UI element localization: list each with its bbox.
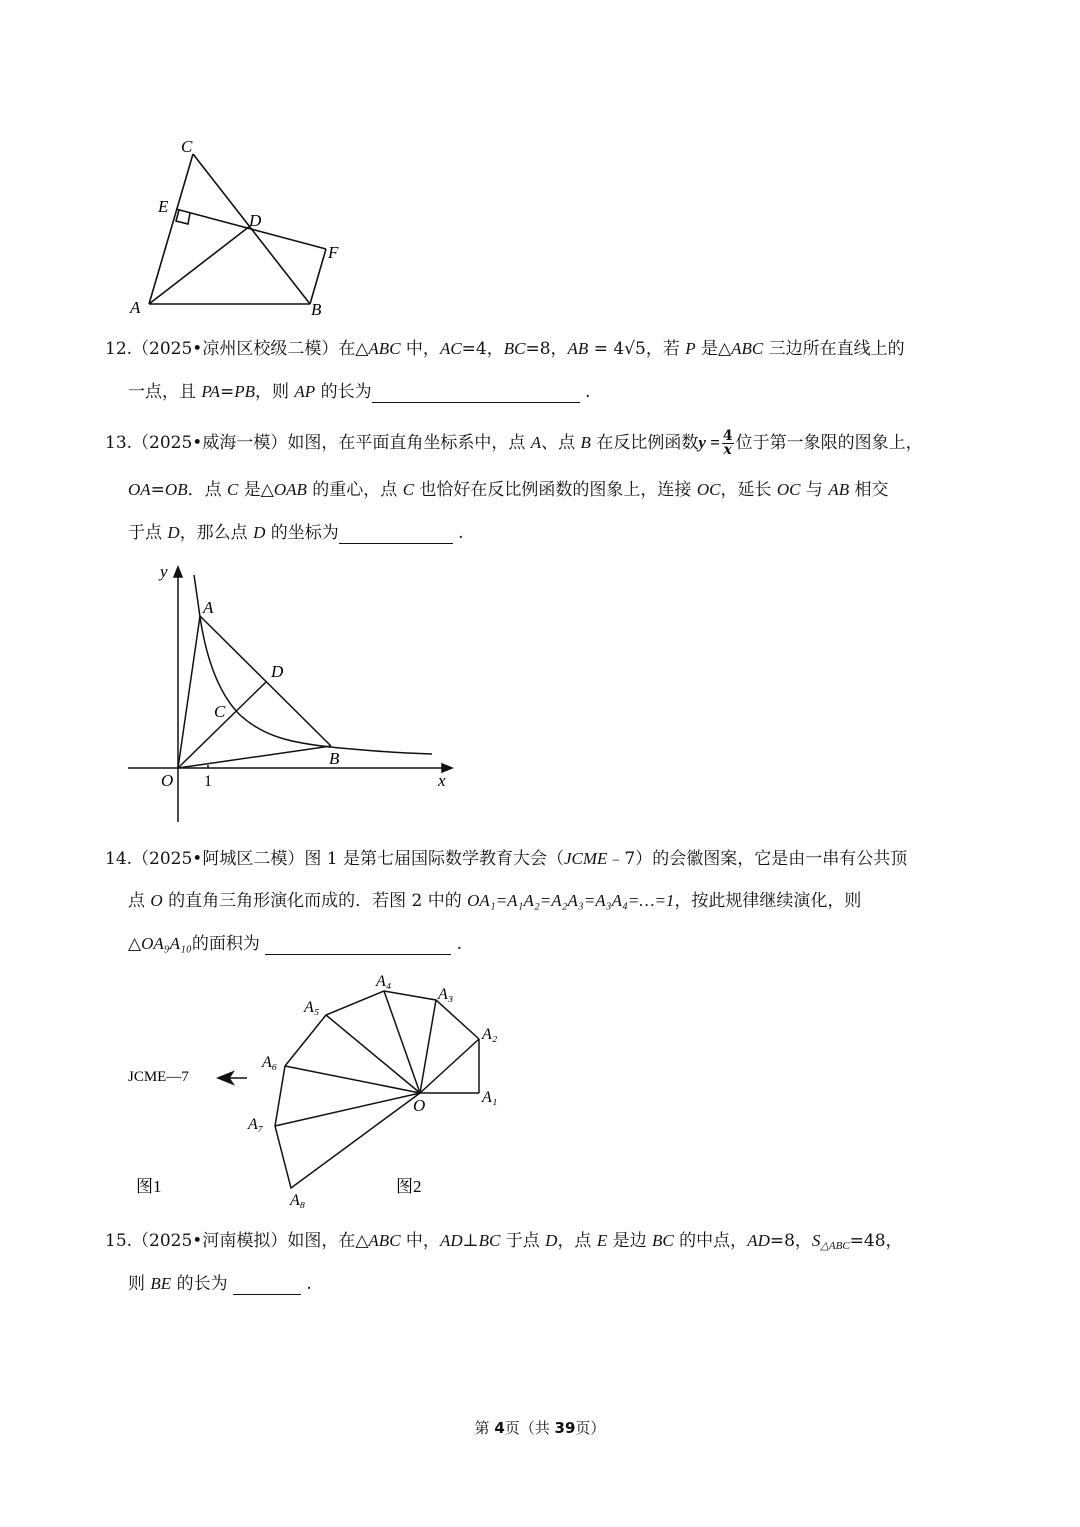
q14-line2 <box>128 890 861 912</box>
q15-math: ABC <box>368 1231 401 1250</box>
label-a4: A₄ <box>376 973 392 990</box>
q15-answer-blank[interactable] <box>233 1278 301 1295</box>
q13-math: OA <box>128 480 151 499</box>
label-d: D <box>271 662 284 681</box>
q14-text: 的面积为 <box>191 934 260 954</box>
fig2-caption: 图2 <box>396 1177 422 1196</box>
q14-math: OA₁=A₁A₂=A₂A₃=A₃A₄=…=1 <box>467 891 675 910</box>
q13-text: 的坐标为 <box>265 523 339 543</box>
q12-math: P <box>685 339 696 358</box>
q12-answer-blank[interactable] <box>372 386 580 403</box>
q13-math: B <box>580 433 591 452</box>
q15-text: =8， <box>769 1231 812 1251</box>
q14-text: ，按此规律继续演化，则 <box>674 891 862 911</box>
fraction-numerator: 4 <box>722 428 733 444</box>
q12-math: AP <box>294 382 316 401</box>
q13-math: AB <box>828 480 850 499</box>
q15-source: （2025•河南模拟） <box>132 1231 288 1251</box>
q14-answer-blank[interactable] <box>265 938 451 955</box>
q15-text: 的中点， <box>673 1231 748 1251</box>
q13-math: OC <box>776 480 801 499</box>
q15-text: =48， <box>849 1231 903 1251</box>
page-footer <box>0 1417 1080 1438</box>
label-a5: A₅ <box>304 999 320 1016</box>
q14-math: O <box>150 891 163 910</box>
q15-text: 是边 <box>607 1231 653 1251</box>
q14-math: OA₉A₁₀ <box>141 934 192 953</box>
q13-text: 也恰好在反比例函数的图象上，连接 <box>414 480 697 500</box>
q15-math: D <box>545 1231 558 1250</box>
q14-source: （2025•阿城区二模） <box>132 849 305 869</box>
q13-text: = <box>150 480 165 500</box>
q15-text: 的长为 <box>171 1274 228 1294</box>
q12-math: PA <box>201 382 220 401</box>
q15-text: 于点 <box>500 1231 546 1251</box>
q12-math: BC <box>503 339 526 358</box>
axis-y-label: y <box>160 562 168 581</box>
q12-text: 的长为 <box>315 382 372 402</box>
q13-line2 <box>128 479 889 501</box>
q15-math: BE <box>150 1274 172 1293</box>
label-a7: A₇ <box>248 1116 264 1133</box>
q13-text: ，延长 <box>720 480 777 500</box>
q13-line3 <box>128 522 464 544</box>
label-c: C <box>214 702 226 721</box>
footer-text: 第 <box>474 1419 495 1437</box>
q13-text: 在反比例函数 <box>590 433 699 453</box>
q15-math-subscript: △ABC <box>820 1240 850 1252</box>
q15-text: . <box>301 1274 312 1294</box>
tick-label-1: 1 <box>204 773 212 790</box>
q13-text: 如图，在平面直角坐标系中，点 <box>287 433 531 453</box>
footer-text: 页） <box>575 1419 606 1437</box>
q14-text: . <box>451 934 463 954</box>
total-pages: 39 <box>554 1419 576 1437</box>
label-a: A <box>203 598 214 617</box>
label-a3: A₃ <box>438 986 454 1003</box>
q12-math: AB <box>567 339 589 358</box>
q12-math: ABC <box>731 339 764 358</box>
label-f: F <box>328 243 339 262</box>
q15-line2 <box>128 1273 312 1295</box>
q12-text: 中， <box>400 339 440 359</box>
q13-text: ，那么点 <box>179 523 254 543</box>
q12-text: = <box>219 382 235 402</box>
q12-text: 在△ <box>338 339 369 359</box>
q12-math: ABC <box>368 339 401 358</box>
q14-text: 的直角三角形演化而成的．若图 2 中的 <box>162 891 468 911</box>
q14-text: △ <box>128 934 142 954</box>
q13-source: （2025•威海一模） <box>132 433 288 453</box>
q12-text: 一点，且 <box>128 382 202 402</box>
q12-number: 12. <box>105 339 133 359</box>
figure-q14-spiral <box>120 965 520 1215</box>
q14-text: 图 1 是第七届国际数学教育大会（ <box>304 849 564 869</box>
origin-label: O <box>161 771 174 790</box>
q14-text: 点 <box>128 891 151 911</box>
q13-text: 的重心，点 <box>306 480 403 500</box>
origin-label: O <box>413 1096 426 1115</box>
q13-math: y = <box>698 433 720 452</box>
q13-text: 与 <box>800 480 829 500</box>
q14-number: 14. <box>105 849 133 869</box>
q13-answer-blank[interactable] <box>339 527 453 544</box>
q13-text: . <box>452 523 464 543</box>
fig1-jcme-text: JCME—7 <box>128 1069 189 1085</box>
label-a1: A₁ <box>482 1089 498 1106</box>
q15-math: AD <box>747 1231 770 1250</box>
q15-math: BC <box>478 1231 501 1250</box>
label-e: E <box>158 197 169 216</box>
label-b: B <box>329 749 340 768</box>
q12-text: 三边所在直线上的 <box>763 339 905 359</box>
q13-fraction <box>722 430 734 457</box>
q12-text: =4， <box>461 339 504 359</box>
figure-q11-triangle <box>120 130 360 320</box>
current-page: 4 <box>494 1419 505 1437</box>
q13-number: 13. <box>105 433 133 453</box>
q15-math: S <box>811 1231 821 1250</box>
q12-line1 <box>105 338 905 360</box>
q13-line1 <box>105 430 923 457</box>
q15-number: 15. <box>105 1231 133 1251</box>
label-d: D <box>249 211 262 230</box>
q14-math: JCME <box>563 849 608 868</box>
q12-text: ，则 <box>255 382 295 402</box>
q15-text: 如图，在△ <box>287 1231 369 1251</box>
label-b: B <box>311 300 322 319</box>
footer-text: 页（共 <box>504 1419 555 1437</box>
label-c: C <box>181 137 193 156</box>
label-a2: A₂ <box>482 1026 498 1043</box>
q12-source: （2025•凉州区校级二模） <box>132 339 339 359</box>
q12-math: PB <box>234 382 256 401</box>
q13-text: 于点 <box>128 523 168 543</box>
q14-line1 <box>105 848 907 870</box>
axis-x-label: x <box>438 771 446 790</box>
q13-math: C <box>402 480 415 499</box>
label-a8: A₈ <box>290 1192 306 1209</box>
q13-text: 、点 <box>541 433 581 453</box>
q13-math: OB <box>164 480 188 499</box>
q13-math: D <box>253 523 266 542</box>
q13-text: ．点 <box>187 480 227 500</box>
fraction-denominator: x <box>723 442 732 458</box>
q14-line3 <box>128 933 462 955</box>
q15-math: AD <box>439 1231 463 1250</box>
q15-line1 <box>105 1230 903 1257</box>
q13-text: 相交 <box>849 480 889 500</box>
label-a6: A₆ <box>262 1054 278 1071</box>
q13-math: A <box>530 433 542 452</box>
q13-math: C <box>227 480 239 499</box>
q14-text: ﹣7）的会徽图案，它是由一串有公共顶 <box>607 849 908 869</box>
q12-text: = 4√5，若 <box>588 339 686 359</box>
q12-line2 <box>128 381 590 403</box>
figure-q13-coordinate-plane <box>120 555 460 825</box>
q13-math: D <box>167 523 180 542</box>
q13-math: OC <box>696 480 721 499</box>
q13-text: 是△ <box>238 480 274 500</box>
q15-text: 则 <box>128 1274 151 1294</box>
q15-text: 中， <box>400 1231 440 1251</box>
q15-text: ⊥ <box>462 1231 479 1251</box>
q12-text: . <box>579 382 591 402</box>
label-a: A <box>130 298 141 317</box>
q12-text: =8， <box>525 339 568 359</box>
q15-math: BC <box>652 1231 674 1250</box>
q12-math: AC <box>439 339 462 358</box>
q12-text: 是△ <box>695 339 732 359</box>
q13-text: 位于第一象限的图象上， <box>735 433 923 453</box>
q15-text: ，点 <box>557 1231 597 1251</box>
q15-math: E <box>596 1231 608 1250</box>
q13-math: OAB <box>273 480 307 499</box>
fig1-caption: 图1 <box>136 1177 162 1196</box>
